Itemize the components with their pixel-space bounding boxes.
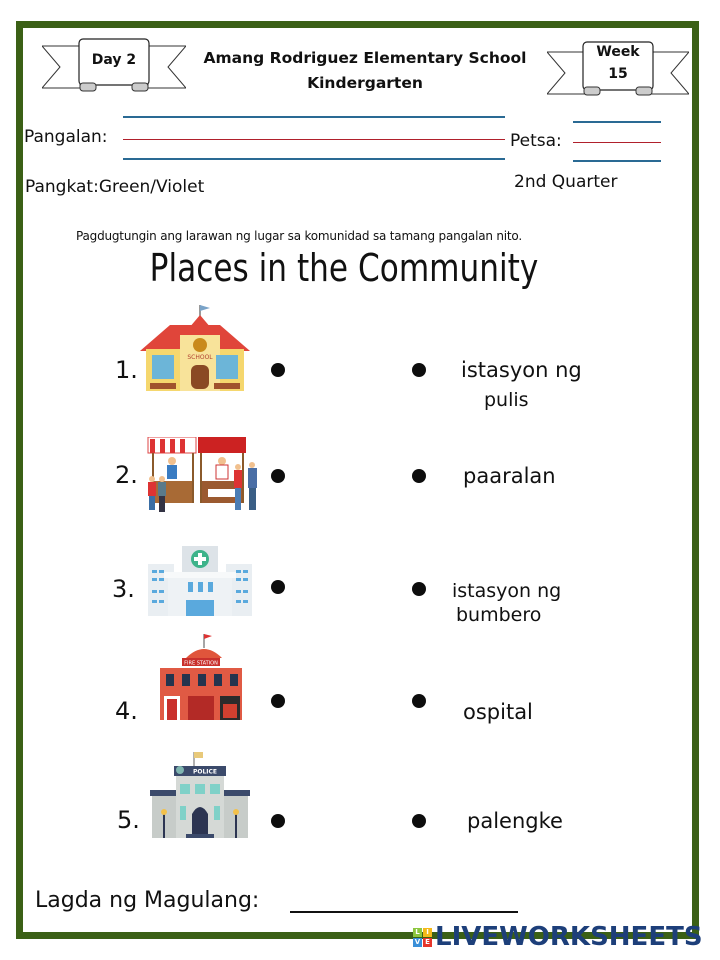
- svg-text:SCHOOL: SCHOOL: [187, 354, 213, 361]
- instructions: Pagdugtungin ang larawan ng lugar sa komunidad sa tamang pangalan nito.: [76, 229, 522, 243]
- logo-tiles-icon: [413, 928, 432, 947]
- item-number-2: 2.: [115, 461, 138, 489]
- date-input-line[interactable]: [573, 142, 661, 143]
- answer-5: palengke: [467, 809, 563, 833]
- quarter-label: 2nd Quarter: [514, 172, 618, 192]
- fire-station-icon: [158, 632, 244, 727]
- answer-2: paaralan: [463, 464, 556, 488]
- answer-3-line1: istasyon ng: [452, 580, 562, 602]
- section-label: Pangkat:: [25, 177, 99, 197]
- school-name: Amang Rodriguez Elementary School: [203, 49, 527, 67]
- date-guide-bottom: [573, 160, 661, 162]
- answer-3-line2: bumbero: [456, 604, 542, 626]
- match-dot-left-5[interactable]: [271, 814, 285, 828]
- parent-signature-line[interactable]: [290, 911, 518, 913]
- svg-text:FIRE STATION: FIRE STATION: [184, 660, 218, 667]
- logo-tile-v: V: [414, 938, 421, 946]
- grade-level: Kindergarten: [307, 74, 423, 92]
- name-guide-bottom: [123, 158, 505, 160]
- match-dot-right-2[interactable]: [412, 469, 426, 483]
- item-number-5: 5.: [117, 806, 140, 834]
- police-station-icon: [150, 752, 250, 845]
- market-icon: [142, 437, 264, 520]
- answer-3: [452, 579, 561, 627]
- match-dot-right-4[interactable]: [412, 694, 426, 708]
- svg-text:POLICE: POLICE: [192, 768, 218, 776]
- hospital-icon: [148, 546, 252, 623]
- answer-1-line1: istasyon ng: [461, 358, 582, 382]
- brand-name: LIVEWORKSHEETS: [435, 922, 703, 952]
- name-guide-top: [123, 116, 505, 118]
- section-field: [25, 177, 204, 197]
- answer-1-line2: pulis: [484, 389, 529, 411]
- worksheet-title: Places in the Community: [149, 246, 539, 290]
- school-icon: [140, 303, 250, 398]
- day-ribbon: [42, 36, 186, 94]
- answer-4: ospital: [463, 700, 533, 724]
- week-ribbon: [547, 40, 689, 98]
- match-dot-right-3[interactable]: [412, 582, 426, 596]
- name-label: Pangalan:: [24, 127, 108, 147]
- item-number-4: 4.: [115, 697, 138, 725]
- date-guide-top: [573, 121, 661, 123]
- match-dot-left-1[interactable]: [271, 363, 285, 377]
- match-dot-left-4[interactable]: [271, 694, 285, 708]
- match-dot-right-1[interactable]: [412, 363, 426, 377]
- date-label: Petsa:: [510, 131, 562, 151]
- section-value: Green/Violet: [98, 177, 205, 197]
- logo-tile-l: L: [413, 928, 422, 937]
- parent-signature-label: Lagda ng Magulang:: [35, 888, 260, 913]
- liveworksheets-logo[interactable]: [413, 922, 703, 952]
- logo-tile-i: I: [423, 928, 432, 937]
- match-dot-left-3[interactable]: [271, 580, 285, 594]
- logo-tile-e: E: [423, 938, 432, 947]
- week-label-line2: 15: [608, 66, 628, 82]
- answer-1: [461, 358, 582, 412]
- day-label: Day 2: [91, 52, 137, 68]
- item-number-1: 1.: [115, 356, 138, 384]
- item-number-3: 3.: [112, 575, 135, 603]
- school-header: [190, 46, 540, 96]
- match-dot-right-5[interactable]: [412, 814, 426, 828]
- match-dot-left-2[interactable]: [271, 469, 285, 483]
- week-label-line1: Week: [596, 44, 640, 60]
- name-input-line[interactable]: [123, 139, 505, 140]
